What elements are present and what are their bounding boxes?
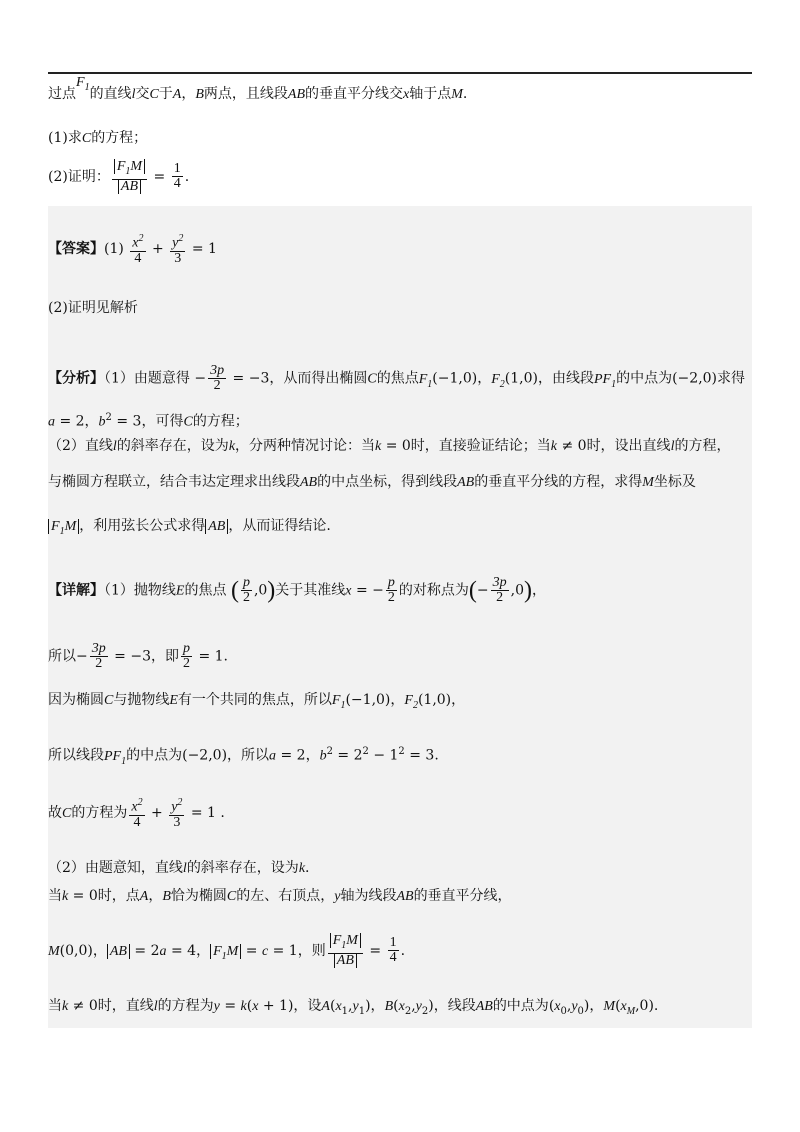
analysis-line-3: （2）直线l的斜率存在，设为k，分两种情况讨论：当k = 0时，直接验证结论；当k ≠ 0时，设出直线l的方程， xyxy=(48,438,731,454)
fraction-x2-4: $\frac{x^2}{4}$ xyxy=(132,233,144,266)
problem-text: 过点$F_1$的直线l交C于A，B两点，且线段AB的垂直平分线交x轴于点M. xyxy=(48,75,468,102)
analysis-line-2: a = 2，$b^2 = 3$，可得C的方程； xyxy=(48,412,249,430)
detail-line-8: M(0,0)， AB = 2a = 4， $F_1M = c = 1$，则 $\frac{F_1M}{AB}$ = $\frac{1}{4}$ . xyxy=(48,933,406,968)
detail-line-5: 故C的方程为 $\frac{x^2}{4}$ + $\frac{y^2}{3}$ = 1 . xyxy=(48,797,225,830)
top-rule xyxy=(48,72,752,74)
detail-line-6: （2）由题意知，直线l的斜率存在，设为k. xyxy=(48,860,310,876)
question-1: (1)求C的方程； xyxy=(48,130,148,146)
question-2: (2)证明： $\frac{F_1M}{AB}$ = $\frac{1}{4}$ . xyxy=(48,159,190,194)
analysis-line-5: $F_1M$ ，利用弦长公式求得 AB ，从而证得结论. xyxy=(48,516,331,542)
analysis-line-4: 与椭圆方程联立，结合韦达定理求出线段AB的中点坐标，得到线段AB的垂直平分线的方程，求得M坐标及 xyxy=(48,474,696,490)
analysis-line-1: 【分析】（1）由题意得 − $\frac{3p}{2}$ = −3，从而得出椭圆C的焦点$F_1(-1,0)$，$F_2(1,0)$，由线段$PF_1$的中点为(−2,0)求得 xyxy=(48,363,746,393)
detail-line-4: 所以线段$PF_1$的中点为(−2,0)，所以a = 2，$b^2 = 2^2 - 1^2 = 3$. xyxy=(48,746,439,767)
detail-line-1: 【详解】（1）抛物线E的焦点 ( $\frac{p}{2}$ ,0)关于其准线x = − $\frac{p}{2}$ 的对称点为(− $\frac{3p}{2}$ ,0)， xyxy=(48,575,546,605)
fraction-F1M-AB: $\frac{F_1M}{AB}$ xyxy=(112,160,147,194)
answer-part2: (2)证明见解析 xyxy=(48,300,138,316)
detail-line-2: 所以− $\frac{3p}{2}$ = −3，即 $\frac{p}{2}$ = 1. xyxy=(48,641,229,671)
detail-line-7: 当k = 0时，点A，B恰为椭圆C的左、右顶点，y轴为线段AB的垂直平分线， xyxy=(48,888,512,904)
detail-line-9: 当k ≠ 0时，直线l的方程为y = k(x + 1)，设$A(x_1,y_1)$，$B(x_2,y_2)$，线段AB的中点为$(x_0,y_0)$，$M(x_M,0)$. xyxy=(48,998,659,1017)
detail-line-3: 因为椭圆C与抛物线E有一个共同的焦点，所以$F_1(-1,0)$，$F_2(1,0)$， xyxy=(48,692,466,711)
math-F1: $F_1$ xyxy=(76,75,90,93)
answer-line: 【答案】(1) $\frac{x^2}{4}$ + $\frac{y^2}{3}$ = 1 xyxy=(48,233,217,266)
